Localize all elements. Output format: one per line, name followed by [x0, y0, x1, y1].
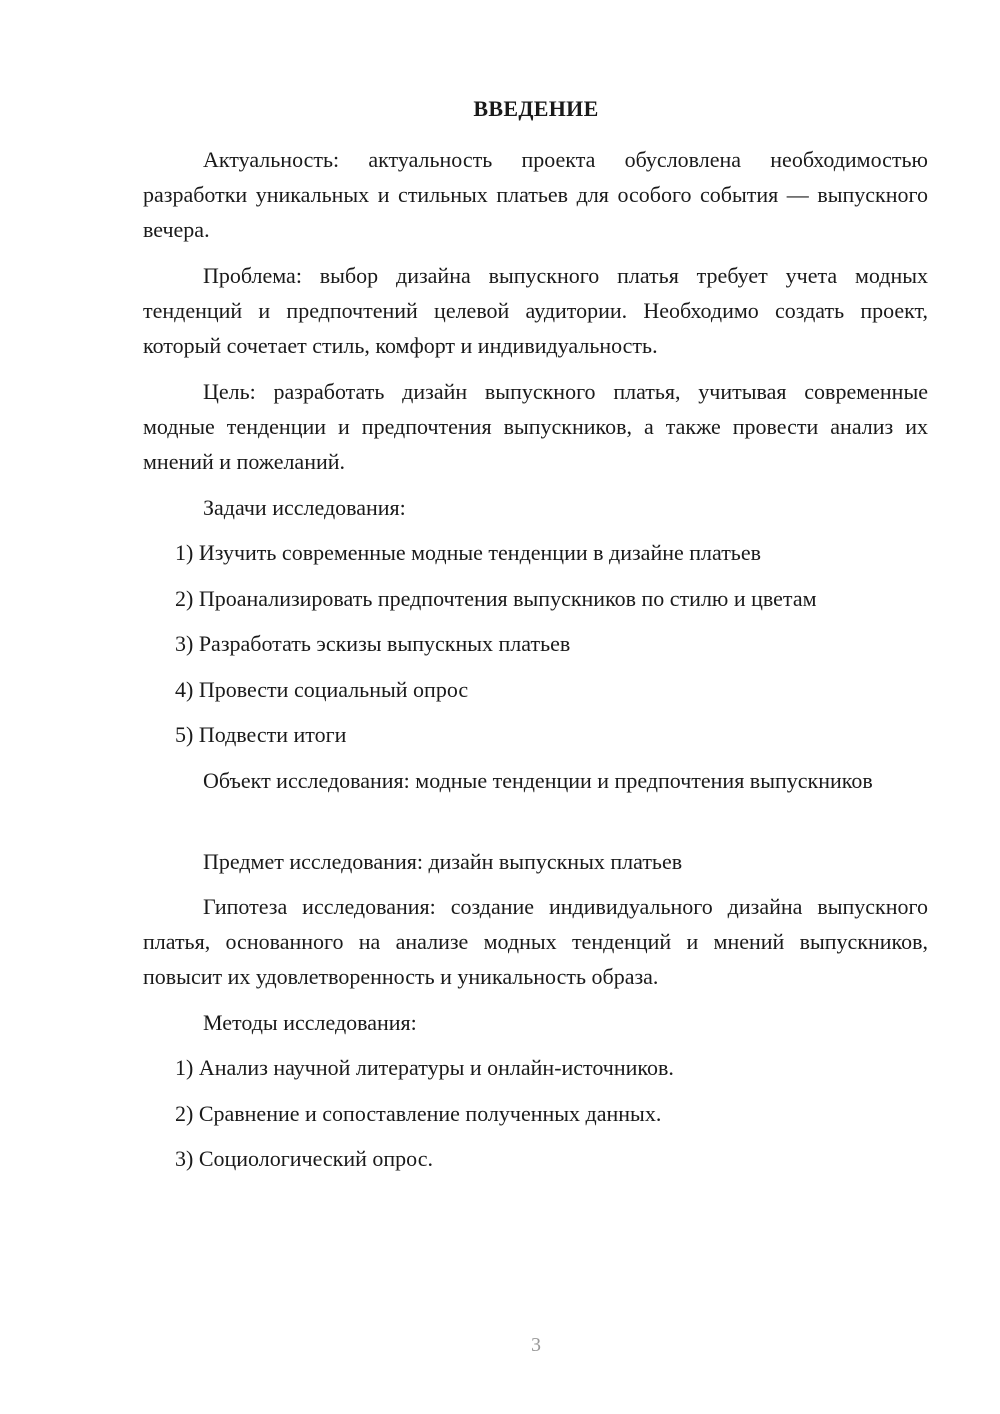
- section-heading: ВВЕДЕНИЕ: [473, 96, 599, 121]
- method-item-2: 2) Сравнение и сопоставление полученных данных.: [175, 1101, 662, 1126]
- paragraph-subject: Предмет исследования: дизайн выпускных платьев: [203, 849, 683, 874]
- paragraph-goal: Цель: разработать дизайн выпускного платья, учитывая современные модные тенденции и предпочтения выпускников, а также провести анализ их мнений и пожеланий.: [143, 379, 928, 474]
- task-item-5: 5) Подвести итоги: [175, 722, 347, 747]
- method-item-1: 1) Анализ научной литературы и онлайн-источников.: [175, 1055, 674, 1080]
- tasks-title: Задачи исследования:: [203, 495, 406, 520]
- method-item-3: 3) Социологический опрос.: [175, 1146, 433, 1171]
- task-item-2: 2) Проанализировать предпочтения выпускников по стилю и цветам: [175, 586, 817, 611]
- paragraph-hypothesis: Гипотеза исследования: создание индивидуального дизайна выпускного платья, основанного на анализе модных тенденций и мнений выпускников, повысит их удовлетворенность и уникальность образа.: [143, 894, 928, 989]
- task-item-3: 3) Разработать эскизы выпускных платьев: [175, 631, 571, 656]
- paragraph-problem: Проблема: выбор дизайна выпускного платья требует учета модных тенденций и предпочтений целевой аудитории. Необходимо создать проект, который сочетает стиль, комфорт и индивидуальность.: [143, 263, 928, 358]
- paragraph-object: Объект исследования: модные тенденции и предпочтения выпускников: [203, 768, 873, 793]
- paragraph-relevance: Актуальность: актуальность проекта обусловлена необходимостью разработки уникальных и стильных платьев для особого события — выпускного вечера.: [143, 147, 928, 242]
- methods-title: Методы исследования:: [203, 1010, 417, 1035]
- page-number: 3: [531, 1334, 541, 1356]
- task-item-4: 4) Провести социальный опрос: [175, 677, 469, 702]
- task-item-1: 1) Изучить современные модные тенденции в дизайне платьев: [175, 540, 761, 565]
